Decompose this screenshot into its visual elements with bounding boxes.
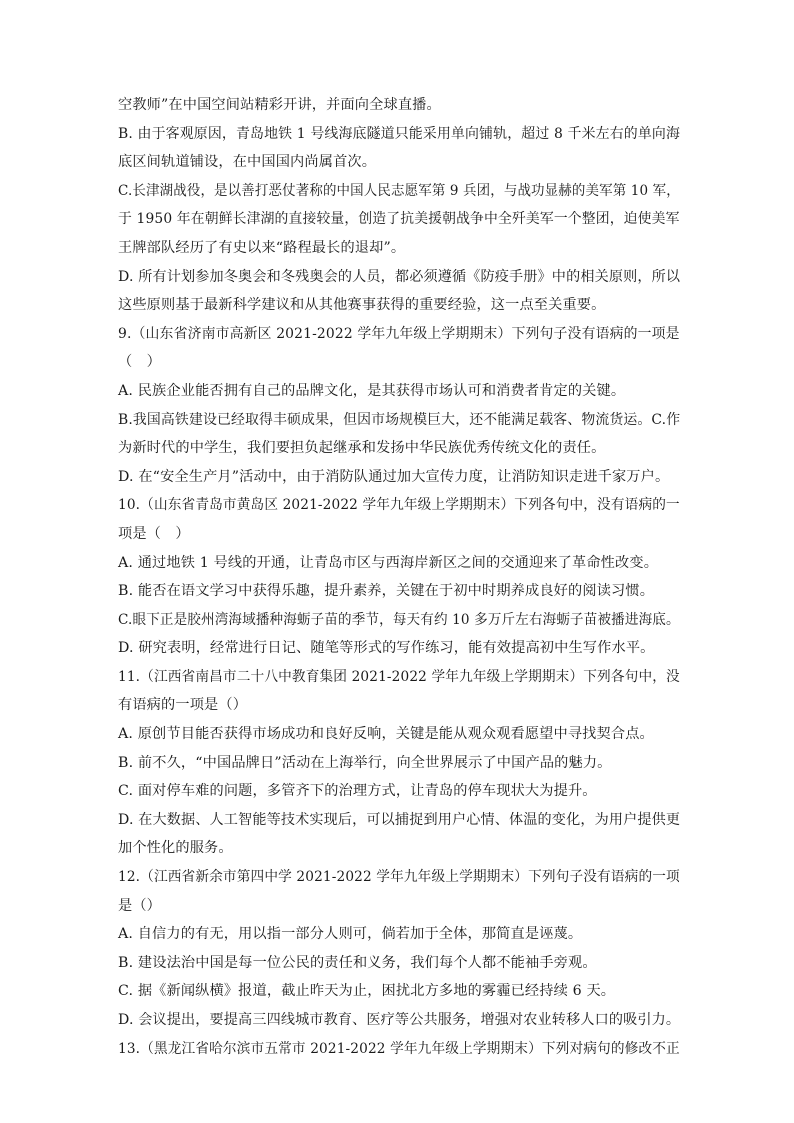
option-c: C.眼下正是胶州湾海域播种海蛎子苗的季节，每天有约 10 多万斤左右海蛎子苗被播进海底。 [118, 611, 680, 628]
option-d: D. 在大数据、人工智能等技术实现后，可以捕捉到用户心情、体温的变化，为用户提供更 [118, 811, 681, 828]
option-b: B. 建设法治中国是每一位公民的责任和义务，我们每个人都不能袖手旁观。 [118, 954, 597, 971]
text-line: C.长津湖战役，是以善打恶仗著称的中国人民志愿军第 9 兵团，与战功显赫的美军第 10 军， [118, 182, 680, 199]
option-c: C. 面对停车难的问题，多管齐下的治理方式，让青岛的停车现状大为提升。 [118, 783, 597, 800]
option-d-cont: 加个性化的服务。 [118, 840, 233, 857]
text-line: D. 所有计划参加冬奥会和冬残奥会的人员，都必须遵循《防疫手册》中的相关原则，所以 [118, 268, 681, 285]
question-11-stem-cont: 有语病的一项是（） [118, 697, 248, 714]
question-10-stem: 10.（山东省青岛市黄岛区 2021-2022 学年九年级上学期期末）下列各句中，没有语病的一 [118, 497, 680, 514]
option-a: A. 民族企业能否拥有自己的品牌文化，是其获得市场认可和消费者肯定的关键。 [118, 382, 626, 399]
text-line: 底区间轨道铺设，在中国国内尚属首次。 [118, 154, 377, 171]
text-line: 空教师”在中国空间站精彩开讲，并面向全球直播。 [118, 97, 441, 113]
option-a: A. 原创节目能否获得市场成功和良好反响，关键是能从观众观看愿望中寻找契合点。 [118, 726, 654, 743]
question-13-stem: 13.（黑龙江省哈尔滨市五常市 2021-2022 学年九年级上学期期末）下列对病句的修改不正 [118, 1040, 680, 1057]
option-d: D. 会议提出，要提高三四线城市教育、医疗等公共服务，增强对农业转移人口的吸引力。 [118, 1012, 681, 1028]
option-d: D. 在“安全生产月”活动中，由于消防队通过加大宣传力度，让消防知识走进千家万户。 [118, 468, 670, 485]
document-page [118, 91, 680, 1063]
option-c: C. 据《新闻纵横》报道，截止昨天为止，困扰北方多地的雾霾已经持续 6 天。 [118, 983, 616, 1000]
option-a: A. 通过地铁 1 号线的开通，让青岛市区与西海岸新区之间的交通迎来了革命性改变。 [118, 554, 659, 571]
option-d: D. 研究表明，经常进行日记、随笔等形式的写作练习，能有效提高初中生写作水平。 [118, 640, 655, 657]
question-9-stem: 9.（山东省济南市高新区 2021-2022 学年九年级上学期期末）下列句子没有语病的一项是 [118, 325, 680, 342]
option-c: 为新时代的中学生，我们要担负起继承和发扬中华民族优秀传统文化的责任。 [118, 440, 606, 457]
text-line: 王牌部队经历了有史以来“路程最长的退却”。 [118, 239, 406, 256]
answer-blank: （ ） [118, 354, 162, 371]
option-a: A. 自信力的有无，用以指一部分人则可，倘若加于全体，那简直是诬蔑。 [118, 926, 583, 943]
text-line: 于 1950 年在朝鲜长津湖的直接较量，创造了抗美援朝战争中全歼美军一个整团，迫使美军 [118, 211, 680, 228]
option-b: B. 能否在语文学习中获得乐趣，提升素养，关键在于初中时期养成良好的阅读习惯。 [118, 583, 655, 600]
question-12-stem: 12.（江西省新余市第四中学 2021-2022 学年九年级上学期期末）下列句子没有语病的一项 [118, 869, 680, 886]
text-line: 这些原则基于最新科学建议和从其他赛事获得的重要经验，这一点至关重要。 [118, 297, 606, 314]
question-10-stem-cont: 项是（ ） [118, 525, 190, 542]
option-b: B.我国高铁建设已经取得丰硕成果，但因市场规模巨大，还不能满足载客、物流货运。C.作 [118, 411, 681, 428]
question-11-stem: 11.（江西省南昌市二十八中教育集团 2021-2022 学年九年级上学期期末）下列各句中，没 [118, 668, 680, 685]
text-line: B. 由于客观原因，青岛地铁 1 号线海底隧道只能采用单向铺轨，超过 8 千米左右的单向海 [118, 125, 681, 142]
question-12-stem-cont: 是（） [118, 897, 162, 914]
option-b: B. 前不久，“中国品牌日”活动在上海举行，向全世界展示了中国产品的魅力。 [118, 754, 612, 771]
